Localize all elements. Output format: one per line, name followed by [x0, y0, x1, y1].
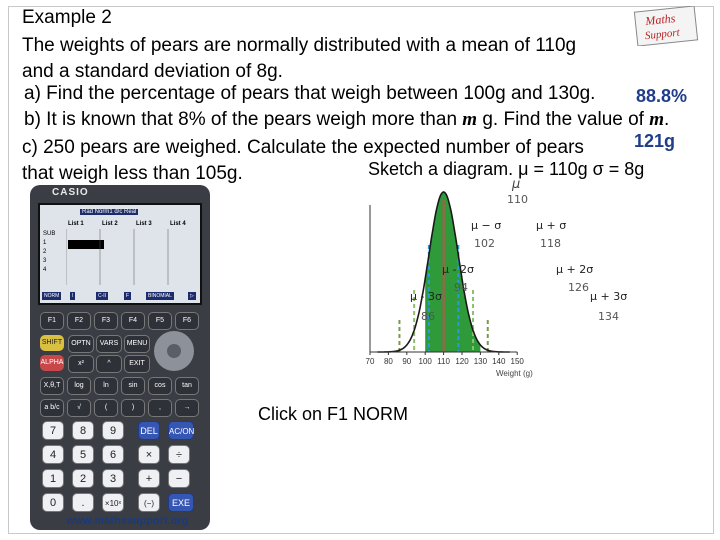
- shift-key[interactable]: SHIFT: [40, 335, 64, 351]
- xthetat-key[interactable]: X,θ,T: [40, 377, 64, 395]
- f4-key[interactable]: F4: [121, 312, 145, 330]
- part-c-line-2: that weigh less than 105g.: [22, 163, 243, 184]
- list-header-1: List 1: [68, 221, 84, 227]
- divide-key[interactable]: ÷: [168, 445, 190, 464]
- label-mu-plus-3sigma: μ + 3σ: [590, 290, 628, 303]
- x-tick-label-110: 110: [437, 357, 450, 366]
- del-key[interactable]: DEL: [138, 421, 160, 440]
- key-8[interactable]: 8: [72, 421, 94, 440]
- row-2: 2: [43, 249, 47, 255]
- calculator-brand: CASIO: [52, 187, 89, 198]
- logo-text-top: Maths: [644, 11, 676, 29]
- ac-on-key[interactable]: AC/ON: [168, 421, 194, 440]
- vars-key[interactable]: VARS: [96, 335, 122, 353]
- row-label-sub: SUB: [43, 231, 56, 237]
- power-key[interactable]: ^: [96, 355, 122, 373]
- sin-key[interactable]: sin: [121, 377, 145, 395]
- exit-key[interactable]: EXIT: [124, 355, 150, 373]
- website-link[interactable]: www.mathssupport.org: [66, 515, 189, 527]
- label-134: 134: [598, 310, 619, 323]
- screen-fkey-2[interactable]: I: [72, 293, 74, 299]
- list-header-3: List 3: [136, 221, 152, 227]
- key-9[interactable]: 9: [102, 421, 124, 440]
- click-instruction: Click on F1 NORM: [258, 404, 409, 424]
- close-paren-key[interactable]: ): [121, 399, 145, 417]
- minus-key[interactable]: −: [168, 469, 190, 488]
- label-mu-minus-sigma: μ − σ: [471, 219, 502, 232]
- x-tick-label-90: 90: [402, 357, 412, 366]
- key-3[interactable]: 3: [102, 469, 124, 488]
- key-7[interactable]: 7: [42, 421, 64, 440]
- optn-key[interactable]: OPTN: [68, 335, 94, 353]
- list-header-4: List 4: [170, 221, 186, 227]
- store-key[interactable]: →: [175, 399, 199, 417]
- screen-fkey-5[interactable]: BINOMIAL: [148, 293, 172, 299]
- list-header-2: List 2: [102, 221, 118, 227]
- square-key[interactable]: x²: [68, 355, 94, 373]
- alpha-key[interactable]: ALPHA: [40, 355, 64, 371]
- exp-key[interactable]: ×10ˣ: [102, 493, 124, 512]
- label-mu-minus-3sigma: μ - 3σ: [410, 290, 442, 303]
- example-title: Example 2: [22, 7, 112, 28]
- screen-fkey-6[interactable]: ▷: [190, 293, 194, 299]
- tan-key[interactable]: tan: [175, 377, 199, 395]
- exe-key[interactable]: EXE: [168, 493, 194, 512]
- f6-key[interactable]: F6: [175, 312, 199, 330]
- label-94: 94: [454, 281, 468, 294]
- log-key[interactable]: log: [67, 377, 91, 395]
- intro-line-2: and a standard deviation of 8g.: [22, 61, 283, 82]
- sqrt-key[interactable]: √: [67, 399, 91, 417]
- x-tick-label-80: 80: [383, 357, 393, 366]
- logo-text-bottom: Support: [644, 26, 681, 43]
- f5-key[interactable]: F5: [148, 312, 172, 330]
- label-86: 86: [421, 310, 435, 323]
- row-3: 3: [43, 258, 47, 264]
- answer-b: 121g: [634, 131, 676, 151]
- decimal-key[interactable]: .: [72, 493, 94, 512]
- x-axis-label: Weight (g): [496, 369, 533, 378]
- screen-fkey-3[interactable]: C-II: [98, 293, 107, 299]
- key-1[interactable]: 1: [42, 469, 64, 488]
- label-118: 118: [540, 237, 561, 250]
- menu-key[interactable]: MENU: [124, 335, 150, 353]
- label-mu-symbol: μ: [512, 177, 521, 192]
- f2-key[interactable]: F2: [67, 312, 91, 330]
- label-126: 126: [568, 281, 589, 294]
- x-tick-label-130: 130: [473, 357, 488, 366]
- screen-status: Rad Norm1 d/c Real: [82, 209, 137, 215]
- part-b-end: .: [664, 109, 670, 130]
- open-paren-key[interactable]: (: [94, 399, 118, 417]
- key-4[interactable]: 4: [42, 445, 64, 464]
- part-b-mid: g. Find the value of: [477, 109, 650, 130]
- x-tick-label-120: 120: [455, 357, 469, 366]
- x-tick-label-150: 150: [510, 357, 524, 366]
- f3-key[interactable]: F3: [94, 312, 118, 330]
- screen-fkey-4[interactable]: F: [126, 293, 130, 299]
- label-mu-value: 110: [507, 193, 528, 206]
- part-c-line-1: c) 250 pears are weighed. Calculate the expected number of pears: [22, 137, 584, 158]
- row-1: 1: [43, 240, 47, 246]
- part-b-variable-m: m: [462, 109, 478, 130]
- negative-key[interactable]: (−): [138, 493, 160, 512]
- ln-key[interactable]: ln: [94, 377, 118, 395]
- label-102: 102: [474, 237, 495, 250]
- intro-line-1: The weights of pears are normally distributed with a mean of 110g: [22, 35, 577, 56]
- multiply-key[interactable]: ×: [138, 445, 160, 464]
- part-a-question: a) Find the percentage of pears that weigh between 100g and 130g.: [24, 83, 596, 104]
- label-mu-minus-2sigma: μ - 2σ: [442, 263, 474, 276]
- key-2[interactable]: 2: [72, 469, 94, 488]
- key-0[interactable]: 0: [42, 493, 64, 512]
- comma-key[interactable]: ,: [148, 399, 172, 417]
- f1-key[interactable]: F1: [40, 312, 64, 330]
- x-tick-label-100: 100: [418, 357, 432, 366]
- part-b-prefix: b) It is known that 8% of the pears weigh more than: [24, 109, 463, 130]
- fraction-key[interactable]: a b/c: [40, 399, 64, 417]
- part-b-variable-m-2: m: [649, 109, 665, 130]
- key-5[interactable]: 5: [72, 445, 94, 464]
- key-6[interactable]: 6: [102, 445, 124, 464]
- row-4: 4: [43, 267, 47, 273]
- label-mu-plus-sigma: μ + σ: [536, 219, 567, 232]
- cos-key[interactable]: cos: [148, 377, 172, 395]
- plus-key[interactable]: +: [138, 469, 160, 488]
- answer-a: 88.8%: [636, 86, 688, 106]
- label-mu-plus-2sigma: μ + 2σ: [556, 263, 594, 276]
- x-tick-label-70: 70: [365, 357, 375, 366]
- x-tick-label-140: 140: [492, 357, 506, 366]
- sketch-instruction: Sketch a diagram. μ = 110g σ = 8g: [368, 159, 645, 179]
- screen-fkey-norm[interactable]: NORM: [44, 293, 60, 299]
